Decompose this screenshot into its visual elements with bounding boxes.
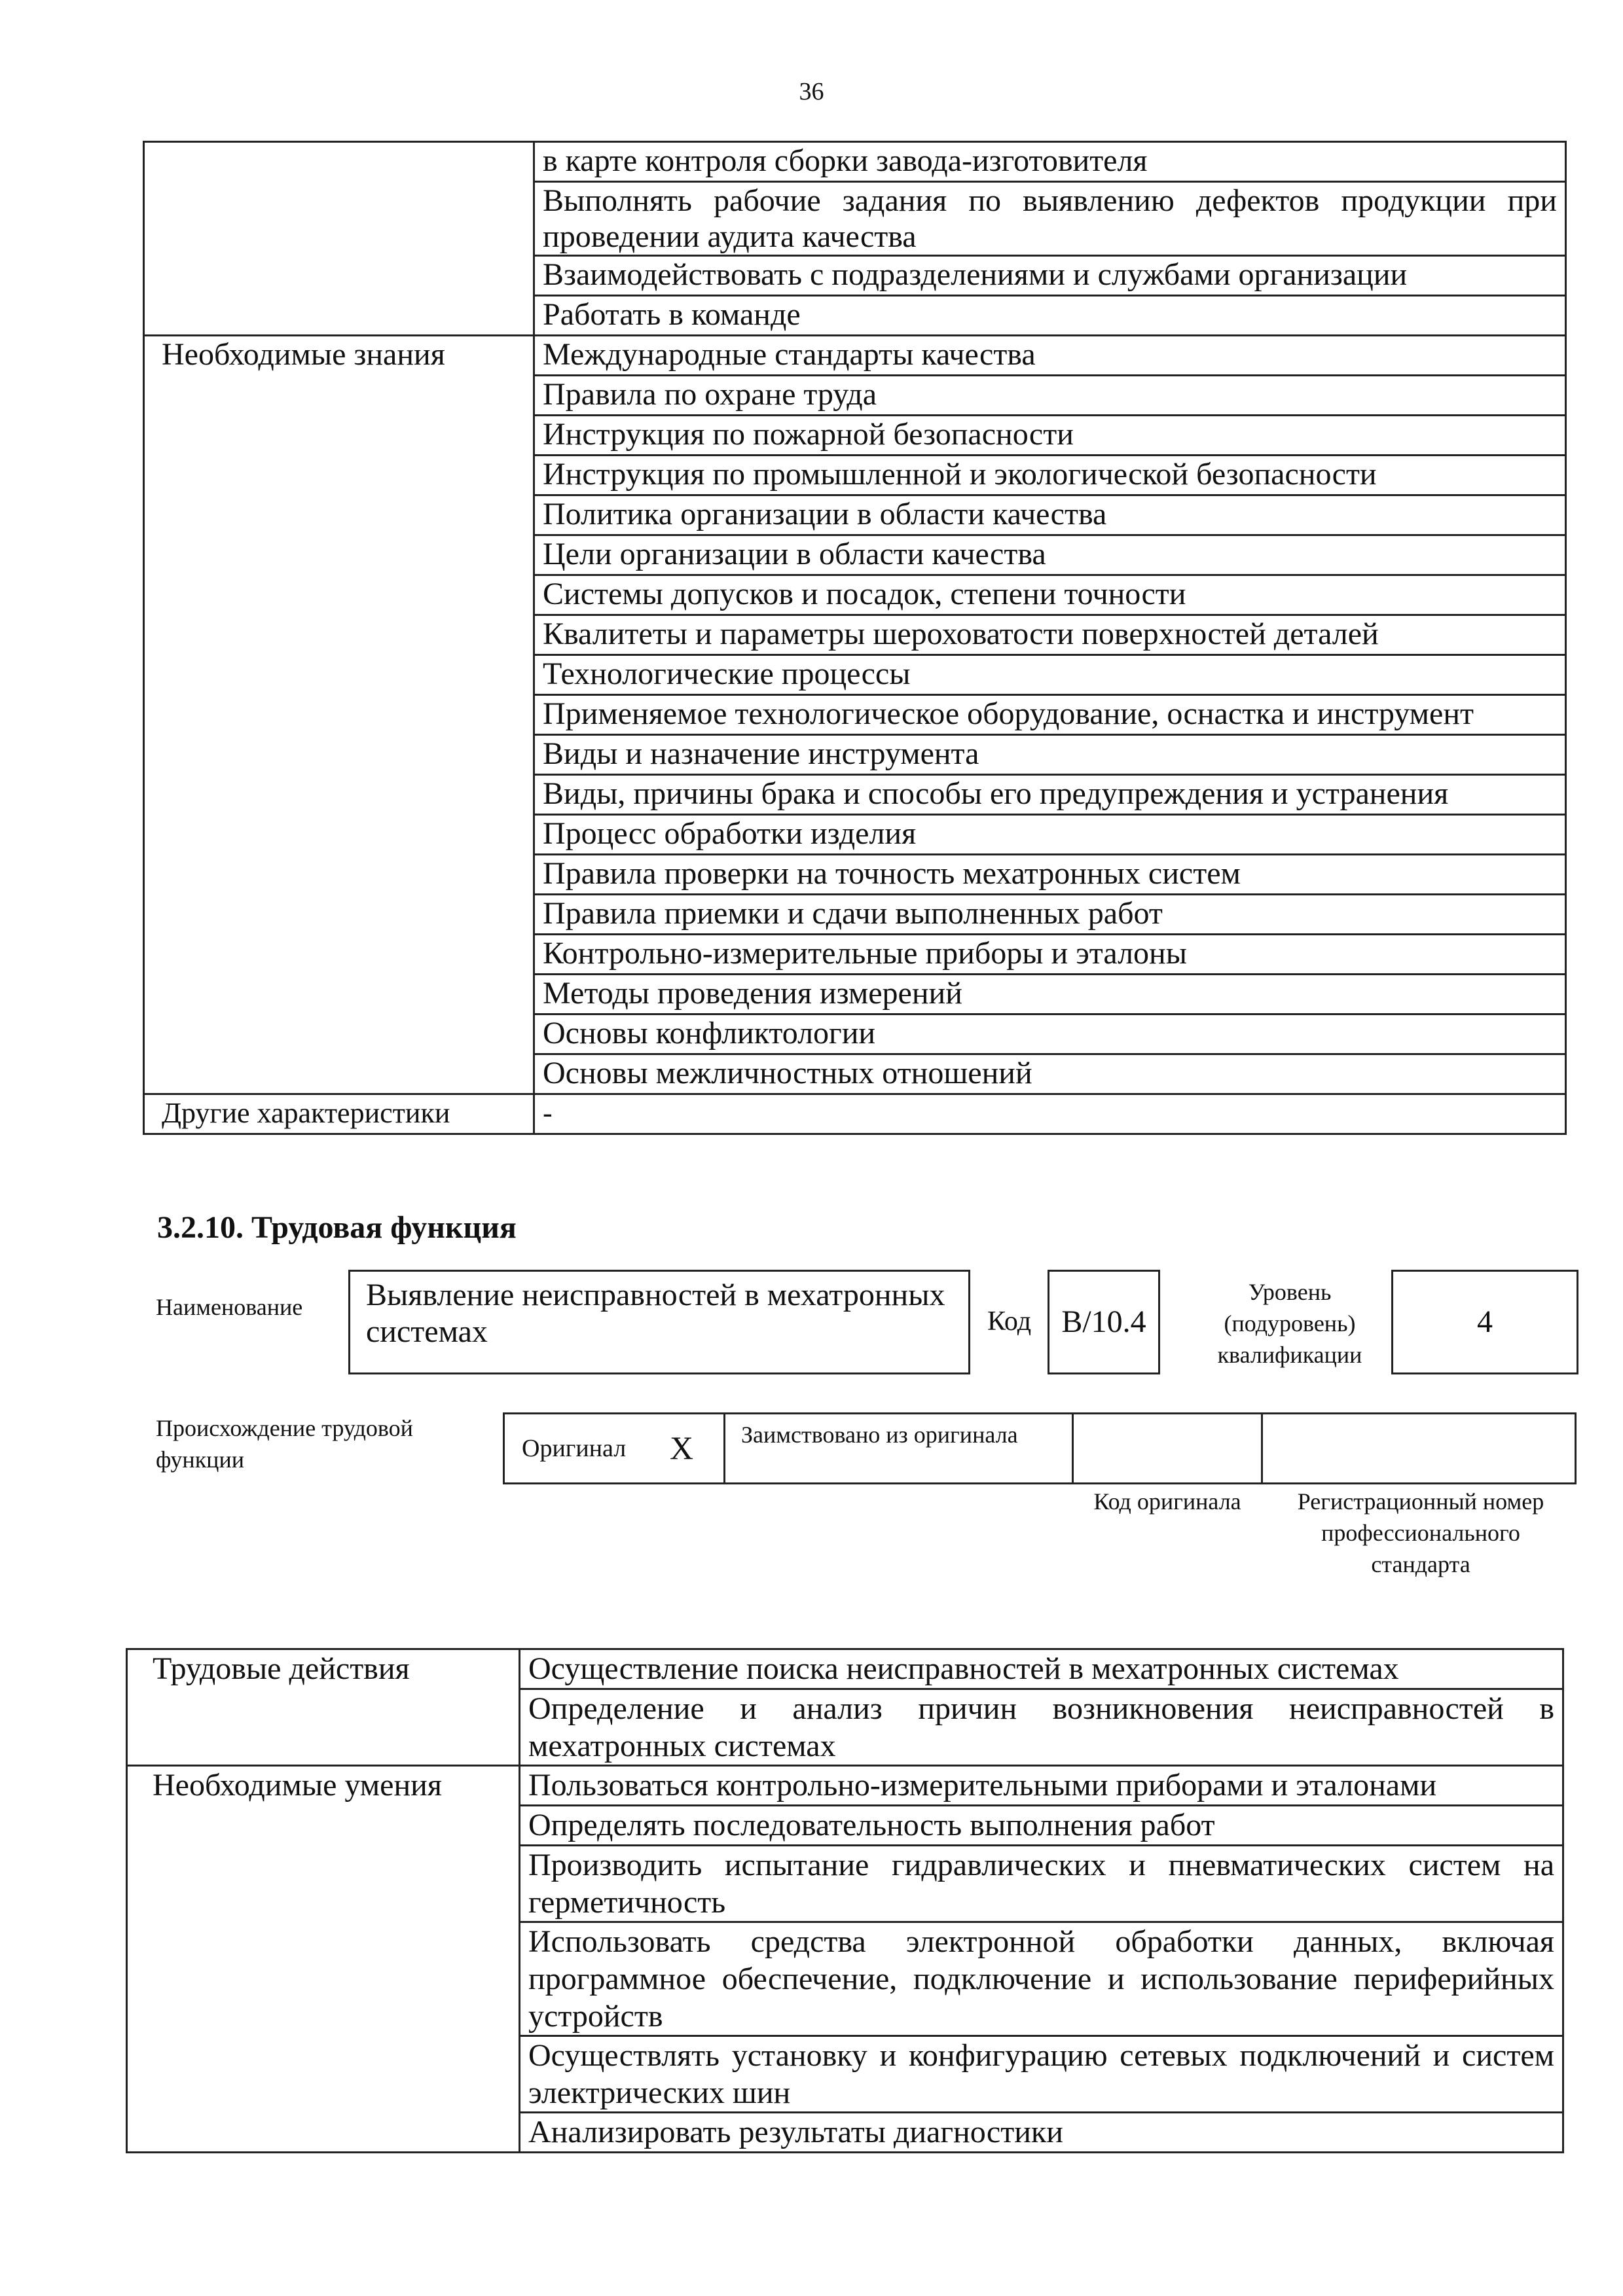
table-cell: Виды, причины брака и способы его предупреждения и устранения xyxy=(534,775,1566,815)
table-cell: Контрольно-измерительные приборы и эталоны xyxy=(534,935,1566,975)
original-box xyxy=(503,1412,725,1484)
table-cell: Международные стандарты качества xyxy=(534,336,1566,376)
borrowed-box xyxy=(723,1412,1074,1484)
table-row xyxy=(144,1094,1566,1134)
table-cell: Методы проведения измерений xyxy=(534,975,1566,1014)
table-cell: Технологические процессы xyxy=(534,655,1566,695)
name-label: Наименование xyxy=(156,1294,303,1320)
table-cell: - xyxy=(534,1094,1566,1134)
level-label: Уровень (подуровень) квалификации xyxy=(1217,1279,1362,1368)
table-cell: Анализировать результаты диагностики xyxy=(520,2113,1563,2153)
table-cell: Виды и назначение инструмента xyxy=(534,735,1566,775)
level-value-box xyxy=(1391,1270,1578,1374)
page-number: 36 xyxy=(799,78,824,105)
table-cell: Осуществление поиска неисправностей в мехатронных системах xyxy=(520,1649,1563,1689)
table-cell: Определение и анализ причин возникновения неисправностей в мехатронных системах xyxy=(520,1689,1563,1766)
table-cell: Процесс обработки изделия xyxy=(534,815,1566,855)
row-label-actions: Трудовые действия xyxy=(127,1649,520,1766)
code-original-box xyxy=(1072,1412,1263,1484)
table-cell: Осуществлять установку и конфигурацию сетевых подключений и систем электрических шин xyxy=(520,2036,1563,2113)
code-original-caption: Код оригинала xyxy=(1093,1488,1241,1515)
table-cell: Инструкция по промышленной и экологической безопасности xyxy=(534,456,1566,495)
table-cell: Производить испытание гидравлических и пневматических систем на герметичность xyxy=(520,1846,1563,1922)
original-mark: X xyxy=(670,1429,694,1466)
table-row xyxy=(144,142,1566,182)
table-cell: Политика организации в области качества xyxy=(534,495,1566,535)
table-cell: Пользоваться контрольно-измерительными приборами и эталонами xyxy=(520,1766,1563,1806)
name-value-box xyxy=(348,1270,970,1374)
table-cell: Определять последовательность выполнения работ xyxy=(520,1806,1563,1846)
table-cell: Квалитеты и параметры шероховатости поверхностей деталей xyxy=(534,615,1566,655)
table-cell: Правила приемки и сдачи выполненных работ xyxy=(534,895,1566,935)
table-row xyxy=(127,1649,1563,1689)
table-cell: Правила проверки на точность мехатронных систем xyxy=(534,855,1566,895)
code-value: B/10.4 xyxy=(1061,1304,1146,1339)
table-cell: Применяемое технологическое оборудование, оснастка и инструмент xyxy=(534,695,1566,735)
table-row xyxy=(144,336,1566,376)
original-label: Оригинал xyxy=(522,1435,627,1462)
table-cell: в карте контроля сборки завода-изготовителя xyxy=(534,142,1566,182)
table-cell: Системы допусков и посадок, степени точности xyxy=(534,575,1566,615)
table-cell: Инструкция по пожарной безопасности xyxy=(534,416,1566,456)
name-value: Выявление неисправностей в мехатронных системах xyxy=(366,1278,945,1349)
row-label-knowledge: Необходимые знания xyxy=(144,336,534,1094)
row-label-skills: Необходимые умения xyxy=(127,1766,520,2153)
actions-table xyxy=(126,1648,1564,2153)
section-heading: 3.2.10. Трудовая функция xyxy=(157,1210,517,1245)
row-label-other: Другие характеристики xyxy=(144,1094,534,1134)
table-cell: Выполнять рабочие задания по выявлению дефектов продукции при проведении аудита качества xyxy=(534,182,1566,256)
reg-number-caption: Регистрационный номер профессионального стандарта xyxy=(1297,1488,1544,1577)
table-cell: Взаимодействовать с подразделениями и службами организации xyxy=(534,256,1566,296)
code-label: Код xyxy=(987,1306,1032,1336)
table-cell: Основы межличностных отношений xyxy=(534,1054,1566,1094)
table-cell: Цели организации в области качества xyxy=(534,535,1566,575)
table-cell: Работать в команде xyxy=(534,296,1566,336)
level-value: 4 xyxy=(1477,1304,1493,1339)
reg-number-box xyxy=(1261,1412,1577,1484)
table-cell: Правила по охране труда xyxy=(534,376,1566,416)
table-cell: Использовать средства электронной обработки данных, включая программное обеспечение, подключение и использование периферийных устройств xyxy=(520,1922,1563,2036)
borrowed-label: Заимствовано из оригинала xyxy=(741,1422,1018,1448)
code-value-box xyxy=(1048,1270,1160,1374)
table-cell: Основы конфликтологии xyxy=(534,1014,1566,1054)
origin-label: Происхождение трудовой функции xyxy=(156,1415,413,1473)
row-label xyxy=(144,142,534,336)
knowledge-table xyxy=(143,141,1567,1135)
table-row xyxy=(127,1766,1563,1806)
